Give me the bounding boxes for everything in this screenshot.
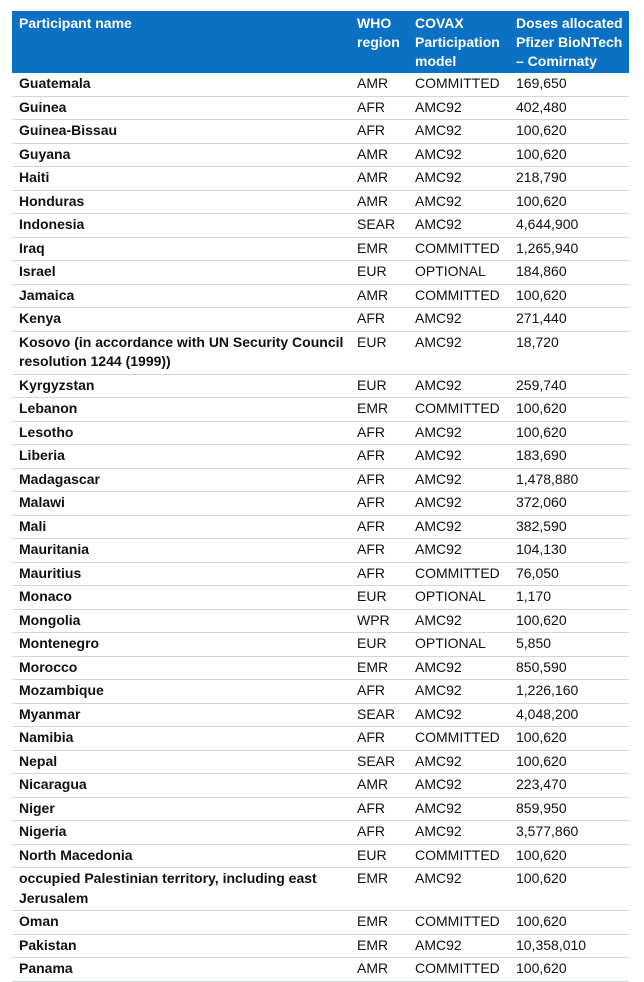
table-row — [12, 96, 629, 120]
participant-name-cell: Niger — [12, 797, 350, 821]
doses-allocated-cell: 4,644,900 — [509, 214, 629, 238]
who-region-cell: EUR — [350, 586, 408, 610]
header-who-region: WHO region — [350, 11, 408, 73]
who-region-cell: AFR — [350, 680, 408, 704]
doses-allocated-cell: 271,440 — [509, 308, 629, 332]
doses-allocated-cell: 100,620 — [509, 284, 629, 308]
who-region-cell: AFR — [350, 539, 408, 563]
table-row — [12, 237, 629, 261]
who-region-cell: AFR — [350, 492, 408, 516]
table-row — [12, 586, 629, 610]
who-region-cell: AFR — [350, 421, 408, 445]
participation-model-cell: AMC92 — [408, 774, 509, 798]
participation-model-cell: AMC92 — [408, 331, 509, 374]
participation-model-cell: OPTIONAL — [408, 261, 509, 285]
table-row — [12, 868, 629, 911]
participant-name-cell: Monaco — [12, 586, 350, 610]
doses-allocated-cell: 218,790 — [509, 167, 629, 191]
table-row — [12, 821, 629, 845]
participant-name-cell: Nicaragua — [12, 774, 350, 798]
table-row — [12, 958, 629, 982]
table-row — [12, 703, 629, 727]
doses-allocated-cell: 382,590 — [509, 515, 629, 539]
table-row — [12, 727, 629, 751]
who-region-cell: EUR — [350, 844, 408, 868]
participation-model-cell: AMC92 — [408, 515, 509, 539]
participant-name-cell: Guinea-Bissau — [12, 120, 350, 144]
table-row — [12, 214, 629, 238]
table-row — [12, 774, 629, 798]
participant-name-cell: Namibia — [12, 727, 350, 751]
table-row — [12, 934, 629, 958]
participation-model-cell: COMMITTED — [408, 73, 509, 96]
doses-allocated-cell: 18,720 — [509, 331, 629, 374]
participation-model-cell: AMC92 — [408, 797, 509, 821]
table-row — [12, 656, 629, 680]
who-region-cell: EUR — [350, 331, 408, 374]
doses-allocated-cell: 259,740 — [509, 374, 629, 398]
table-row — [12, 284, 629, 308]
doses-allocated-cell: 100,620 — [509, 727, 629, 751]
table-header — [12, 11, 629, 73]
who-region-cell: EUR — [350, 633, 408, 657]
table-row — [12, 633, 629, 657]
participation-model-cell: COMMITTED — [408, 911, 509, 935]
doses-allocated-cell: 100,620 — [509, 398, 629, 422]
table-row — [12, 261, 629, 285]
participation-model-cell: COMMITTED — [408, 844, 509, 868]
doses-allocated-cell: 100,620 — [509, 958, 629, 982]
table-row — [12, 167, 629, 191]
table-row — [12, 445, 629, 469]
participation-model-cell: AMC92 — [408, 680, 509, 704]
participant-name-cell: Mali — [12, 515, 350, 539]
participant-name-cell: Kosovo (in accordance with UN Security Council resolution 1244 (1999)) — [12, 331, 350, 374]
who-region-cell: AFR — [350, 445, 408, 469]
participant-name-cell: Myanmar — [12, 703, 350, 727]
table-row — [12, 143, 629, 167]
doses-allocated-cell: 100,620 — [509, 190, 629, 214]
doses-allocated-cell: 859,950 — [509, 797, 629, 821]
table-row — [12, 398, 629, 422]
participation-model-cell: AMC92 — [408, 539, 509, 563]
table-row — [12, 844, 629, 868]
participant-name-cell: Malawi — [12, 492, 350, 516]
doses-allocated-cell: 100,620 — [509, 868, 629, 911]
participation-model-cell: AMC92 — [408, 750, 509, 774]
participation-model-cell: COMMITTED — [408, 958, 509, 982]
doses-allocated-cell: 3,577,860 — [509, 821, 629, 845]
doses-allocated-cell: 5,850 — [509, 633, 629, 657]
participation-model-cell: AMC92 — [408, 308, 509, 332]
doses-allocated-cell: 372,060 — [509, 492, 629, 516]
who-region-cell: EUR — [350, 374, 408, 398]
participant-name-cell: Montenegro — [12, 633, 350, 657]
doses-allocated-cell: 100,620 — [509, 609, 629, 633]
who-region-cell: EMR — [350, 868, 408, 911]
participant-name-cell: Honduras — [12, 190, 350, 214]
table-row — [12, 492, 629, 516]
header-doses-allocated: Doses allocated Pfizer BioNTech – Comirnaty — [509, 11, 629, 73]
participation-model-cell: OPTIONAL — [408, 633, 509, 657]
participant-name-cell: occupied Palestinian territory, including east Jerusalem — [12, 868, 350, 911]
participant-name-cell: Haiti — [12, 167, 350, 191]
table-row — [12, 911, 629, 935]
table-row — [12, 609, 629, 633]
table-row — [12, 750, 629, 774]
doses-allocated-cell: 850,590 — [509, 656, 629, 680]
table-row — [12, 797, 629, 821]
table-row — [12, 331, 629, 374]
doses-allocated-cell: 76,050 — [509, 562, 629, 586]
who-region-cell: AMR — [350, 958, 408, 982]
participation-model-cell: AMC92 — [408, 167, 509, 191]
doses-allocated-cell: 223,470 — [509, 774, 629, 798]
doses-allocated-cell: 100,620 — [509, 750, 629, 774]
participation-model-cell: AMC92 — [408, 96, 509, 120]
table-row — [12, 421, 629, 445]
doses-allocated-cell: 1,478,880 — [509, 468, 629, 492]
participant-name-cell: Mongolia — [12, 609, 350, 633]
who-region-cell: AMR — [350, 143, 408, 167]
participant-name-cell: Iraq — [12, 237, 350, 261]
who-region-cell: AFR — [350, 96, 408, 120]
who-region-cell: AMR — [350, 167, 408, 191]
who-region-cell: EMR — [350, 398, 408, 422]
doses-allocated-cell: 10,358,010 — [509, 934, 629, 958]
participant-name-cell: Nepal — [12, 750, 350, 774]
participation-model-cell: COMMITTED — [408, 562, 509, 586]
table-row — [12, 539, 629, 563]
participant-name-cell: Madagascar — [12, 468, 350, 492]
who-region-cell: AMR — [350, 774, 408, 798]
participant-name-cell: Mozambique — [12, 680, 350, 704]
header-participation-model: COVAX Participation model — [408, 11, 509, 73]
participation-model-cell: AMC92 — [408, 934, 509, 958]
doses-allocated-cell: 104,130 — [509, 539, 629, 563]
header-participant-name: Participant name — [12, 11, 350, 73]
table-row — [12, 120, 629, 144]
who-region-cell: AFR — [350, 727, 408, 751]
participant-name-cell: Kenya — [12, 308, 350, 332]
participation-model-cell: COMMITTED — [408, 727, 509, 751]
who-region-cell: AFR — [350, 120, 408, 144]
table-row — [12, 680, 629, 704]
participant-name-cell: Morocco — [12, 656, 350, 680]
participation-model-cell: AMC92 — [408, 120, 509, 144]
participation-model-cell: AMC92 — [408, 656, 509, 680]
participation-model-cell: AMC92 — [408, 374, 509, 398]
participation-model-cell: COMMITTED — [408, 284, 509, 308]
doses-allocated-cell: 402,480 — [509, 96, 629, 120]
who-region-cell: SEAR — [350, 214, 408, 238]
participation-model-cell: AMC92 — [408, 492, 509, 516]
who-region-cell: AFR — [350, 515, 408, 539]
table-row — [12, 374, 629, 398]
table-row — [12, 468, 629, 492]
who-region-cell: EMR — [350, 237, 408, 261]
participant-name-cell: Guatemala — [12, 73, 350, 96]
participation-model-cell: AMC92 — [408, 214, 509, 238]
header-row — [12, 11, 629, 73]
doses-allocated-cell: 1,226,160 — [509, 680, 629, 704]
participation-model-cell: AMC92 — [408, 703, 509, 727]
participant-name-cell: Jamaica — [12, 284, 350, 308]
participant-name-cell: Indonesia — [12, 214, 350, 238]
doses-allocated-cell: 1,170 — [509, 586, 629, 610]
who-region-cell: AFR — [350, 821, 408, 845]
participant-name-cell: Oman — [12, 911, 350, 935]
participant-name-cell: Lesotho — [12, 421, 350, 445]
participant-name-cell: Israel — [12, 261, 350, 285]
who-region-cell: EMR — [350, 934, 408, 958]
who-region-cell: AFR — [350, 562, 408, 586]
doses-allocated-cell: 1,265,940 — [509, 237, 629, 261]
participant-name-cell: Guyana — [12, 143, 350, 167]
who-region-cell: AMR — [350, 73, 408, 96]
who-region-cell: AMR — [350, 284, 408, 308]
table-body — [12, 73, 629, 981]
participation-model-cell: AMC92 — [408, 468, 509, 492]
participant-name-cell: Lebanon — [12, 398, 350, 422]
who-region-cell: EMR — [350, 911, 408, 935]
who-region-cell: AFR — [350, 468, 408, 492]
who-region-cell: EUR — [350, 261, 408, 285]
participation-model-cell: AMC92 — [408, 445, 509, 469]
participant-name-cell: Pakistan — [12, 934, 350, 958]
who-region-cell: SEAR — [350, 750, 408, 774]
doses-allocated-cell: 100,620 — [509, 844, 629, 868]
doses-allocated-cell: 169,650 — [509, 73, 629, 96]
table-row — [12, 190, 629, 214]
doses-allocated-cell: 100,620 — [509, 911, 629, 935]
participant-name-cell: Mauritius — [12, 562, 350, 586]
doses-allocated-cell: 4,048,200 — [509, 703, 629, 727]
participation-model-cell: AMC92 — [408, 821, 509, 845]
doses-allocated-cell: 183,690 — [509, 445, 629, 469]
participation-model-cell: AMC92 — [408, 421, 509, 445]
doses-allocated-cell: 100,620 — [509, 143, 629, 167]
participant-name-cell: North Macedonia — [12, 844, 350, 868]
who-region-cell: AFR — [350, 308, 408, 332]
participant-name-cell: Guinea — [12, 96, 350, 120]
who-region-cell: WPR — [350, 609, 408, 633]
allocation-table — [12, 11, 629, 982]
participation-model-cell: COMMITTED — [408, 398, 509, 422]
participation-model-cell: AMC92 — [408, 143, 509, 167]
who-region-cell: EMR — [350, 656, 408, 680]
participant-name-cell: Nigeria — [12, 821, 350, 845]
table-row — [12, 562, 629, 586]
participant-name-cell: Panama — [12, 958, 350, 982]
who-region-cell: SEAR — [350, 703, 408, 727]
participation-model-cell: AMC92 — [408, 190, 509, 214]
table-row — [12, 515, 629, 539]
doses-allocated-cell: 184,860 — [509, 261, 629, 285]
participation-model-cell: COMMITTED — [408, 237, 509, 261]
who-region-cell: AFR — [350, 797, 408, 821]
participant-name-cell: Mauritania — [12, 539, 350, 563]
doses-allocated-cell: 100,620 — [509, 120, 629, 144]
doses-allocated-cell: 100,620 — [509, 421, 629, 445]
participation-model-cell: AMC92 — [408, 868, 509, 911]
table-row — [12, 308, 629, 332]
participation-model-cell: AMC92 — [408, 609, 509, 633]
table-row — [12, 73, 629, 96]
participant-name-cell: Liberia — [12, 445, 350, 469]
who-region-cell: AMR — [350, 190, 408, 214]
participant-name-cell: Kyrgyzstan — [12, 374, 350, 398]
participation-model-cell: OPTIONAL — [408, 586, 509, 610]
